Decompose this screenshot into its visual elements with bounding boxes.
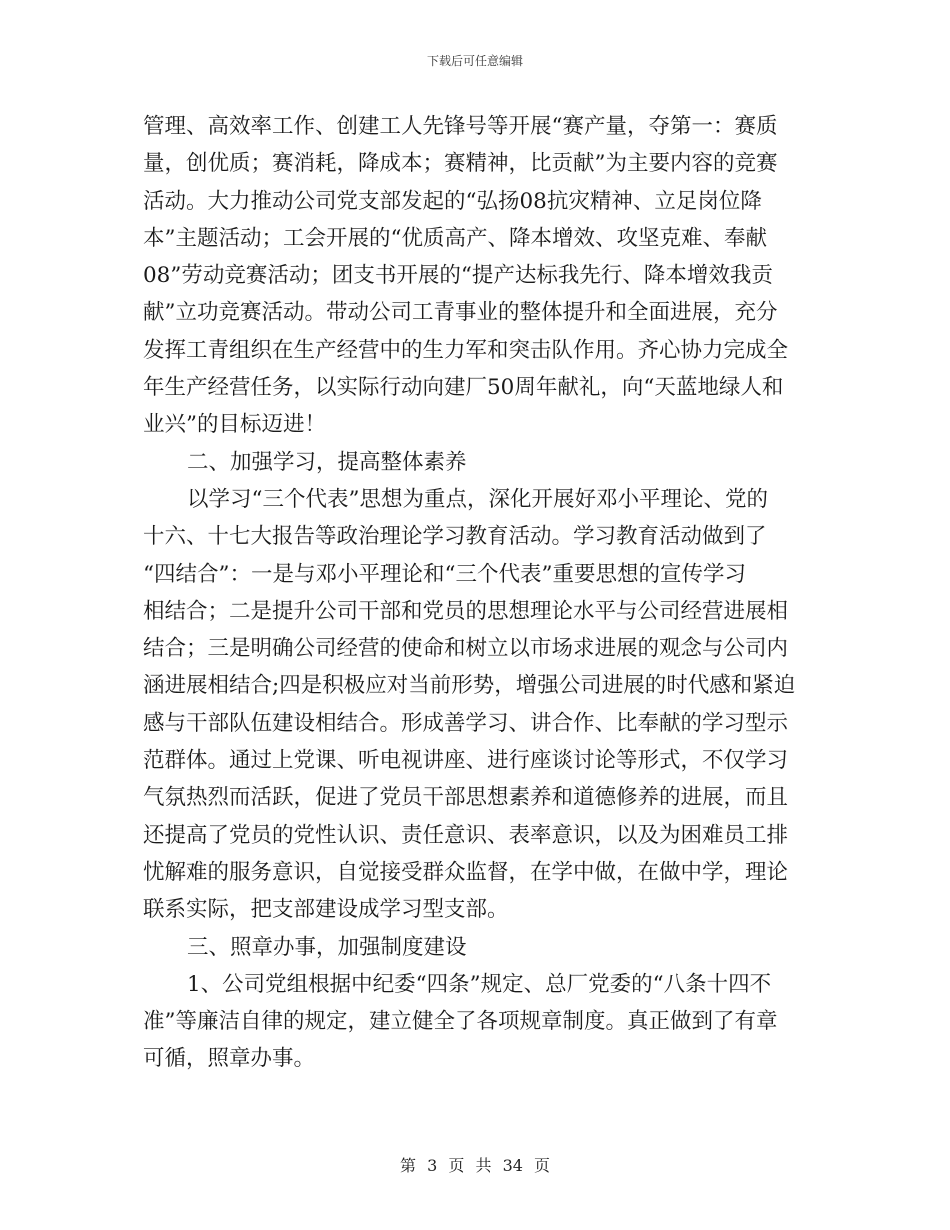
current-page-number: 3 bbox=[427, 1156, 438, 1175]
text-line: 还提高了党员的党性认识、责任意识、表率意识，以及为困难员工排 bbox=[143, 822, 789, 848]
text-line: 结合；三是明确公司经营的使命和树立以市场求进展的观念与公司内 bbox=[143, 636, 789, 662]
page-footer bbox=[0, 1153, 950, 1176]
text-line: 以学习“三个代表”思想为重点，深化开展好邓小平理论、党的 bbox=[187, 486, 768, 512]
text-line: 量，创优质；赛消耗，降成本；赛精神，比贡献”为主要内容的竞赛 bbox=[143, 151, 778, 177]
footer-total-word: 共 bbox=[475, 1156, 492, 1175]
footer-suffix: 页 bbox=[534, 1156, 551, 1175]
text-line: 范群体。通过上党课、听电视讲座、进行座谈讨论等形式，不仅学习 bbox=[143, 748, 789, 774]
footer-prefix: 第 bbox=[399, 1156, 416, 1175]
text-line: 08”劳动竞赛活动；团支书开展的“提产达标我先行、降本增效我贡 bbox=[143, 263, 773, 289]
document-body bbox=[143, 108, 813, 1078]
text-line: 准”等廉洁自律的规定，建立健全了各项规章制度。真正做到了有章 bbox=[143, 1009, 778, 1035]
text-line: 献”立功竞赛活动。带动公司工青事业的整体提升和全面进展，充分 bbox=[143, 300, 778, 326]
section-heading: 二、加强学习，提高整体素养 bbox=[187, 449, 467, 475]
text-line: 发挥工青组织在生产经营中的生力军和突击队作用。齐心协力完成全 bbox=[143, 337, 789, 363]
text-line: 相结合；二是提升公司干部和党员的思想理论水平与公司经营进展相 bbox=[143, 598, 789, 624]
total-page-count: 34 bbox=[502, 1156, 523, 1175]
page-header: 下载后可任意编辑 bbox=[426, 54, 523, 68]
text-line: 感与干部队伍建设相结合。形成善学习、讲合作、比奉献的学习型示 bbox=[143, 710, 789, 736]
text-line: “四结合”：一是与邓小平理论和“三个代表”重要思想的宣传学习 bbox=[143, 561, 746, 587]
text-line: 业兴”的目标迈进！ bbox=[143, 412, 326, 438]
text-line: 气氛热烈而活跃，促进了党员干部思想素养和道德修养的进展，而且 bbox=[143, 785, 789, 811]
text-line: 涵进展相结合;四是积极应对当前形势，增强公司进展的时代感和紧迫 bbox=[143, 673, 796, 699]
text-line: 本”主题活动；工会开展的“优质高产、降本增效、攻坚克难、奉献 bbox=[143, 225, 767, 251]
section-heading: 三、照章办事，加强制度建设 bbox=[187, 934, 467, 960]
text-line: 忧解难的服务意识，自觉接受群众监督，在学中做，在做中学，理论 bbox=[143, 859, 789, 885]
text-line: 年生产经营任务，以实际行动向建厂50周年献礼，向“天蓝地绿人和 bbox=[143, 375, 784, 401]
footer-page-word: 页 bbox=[448, 1156, 465, 1175]
text-line: 十六、十七大报告等政治理论学习教育活动。学习教育活动做到了 bbox=[143, 524, 767, 550]
text-line: 活动。大力推动公司党支部发起的“弘扬08抗灾精神、立足岗位降 bbox=[143, 188, 762, 214]
text-line: 1、公司党组根据中纪委“四条”规定、总厂党委的“八条十四不 bbox=[187, 971, 772, 997]
text-line: 可循，照章办事。 bbox=[143, 1046, 316, 1072]
text-line: 联系实际，把支部建设成学习型支部。 bbox=[143, 897, 509, 923]
text-line: 管理、高效率工作、创建工人先锋号等开展“赛产量，夺第一：赛质 bbox=[143, 114, 778, 139]
